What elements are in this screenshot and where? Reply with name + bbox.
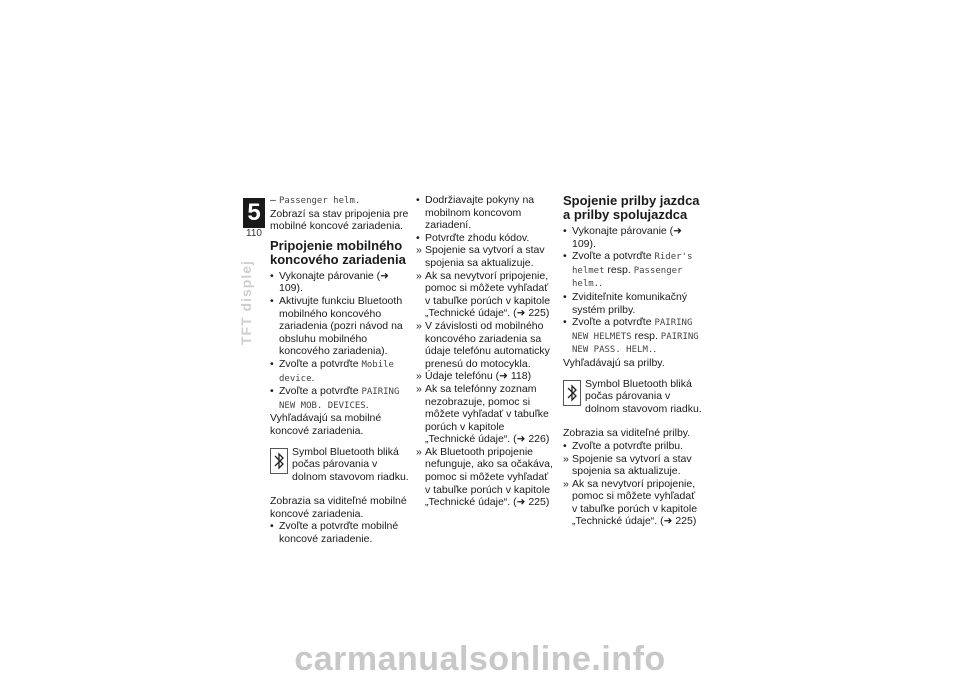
list-item: • Vykonajte párovanie (➜ 109).	[563, 225, 682, 250]
paragraph: Zobrazí sa stav pripojenia pre mobilné koncové zariadenia.	[270, 207, 409, 233]
column-2	[416, 194, 554, 509]
list-item: • Zvoľte a potvrďte PAIRING NEW HELMETS resp. PAIRING NEW PASS. HELM..	[563, 316, 699, 356]
chapter-number: 5	[243, 198, 265, 228]
list-item: • Potvrďte zhodu kódov.	[416, 231, 530, 244]
menu-code: Passenger helm.	[279, 196, 361, 206]
menu-code: Rider's helmet	[572, 252, 693, 276]
section-label: TFT displej	[238, 260, 254, 345]
watermark: carmanualsonline.info	[294, 640, 666, 678]
bluetooth-icon	[270, 448, 288, 474]
menu-code: Mobile device	[279, 359, 394, 384]
result-item: » Ak sa nevytvorí pripojenie, pomoc si môžete vyhľadať v tabuľke porúch v kapitole „Technické údaje“. (➜ 225)	[416, 269, 551, 320]
bluetooth-note: Symbol Bluetooth bliká počas párovania v dolnom stavovom riadku.	[563, 378, 703, 416]
list-item: • Zviditeľnite komunikačný systém prilby.	[563, 290, 688, 316]
menu-code: Passenger helm.	[572, 265, 683, 290]
column-3	[563, 194, 703, 528]
menu-code: PAIRING NEW HELMETS	[572, 318, 693, 342]
paragraph: Zobrazia sa viditeľné prilby.	[563, 427, 691, 440]
menu-code: PAIRING NEW PASS. HELM.	[572, 331, 699, 356]
list-item: • Zvoľte a potvrďte Rider's helmet resp. Passenger helm..	[563, 250, 693, 290]
bluetooth-note: Symbol Bluetooth bliká počas párovania v dolnom stavovom riadku.	[270, 446, 410, 484]
list-item: • Zvoľte a potvrďte Mobile device.	[270, 357, 394, 384]
section-heading: Pripojenie mobilného koncového zariadenia	[270, 237, 406, 267]
list-item: • Vykonajte párovanie (➜ 109).	[270, 269, 389, 295]
paragraph: Vyhľadávajú sa mobilné koncové zariadenia.	[270, 412, 382, 437]
paragraph: Vyhľadávajú sa prilby.	[563, 356, 665, 369]
bluetooth-icon	[563, 380, 581, 406]
page-number: 110	[246, 228, 262, 239]
list-item: • Zvoľte a potvrďte prilbu.	[563, 439, 684, 452]
result-item: » Spojenie sa vytvorí a stav spojenia sa aktualizuje.	[416, 244, 545, 269]
result-item: » V závislosti od mobilného koncového zariadenia sa údaje telefónu automaticky prenesú do motocykla.	[416, 319, 550, 370]
list-item: • Dodržiavajte pokyny na mobilnom koncovom zariadení.	[416, 194, 535, 232]
result-item: » Ak Bluetooth pripojenie nefunguje, ako sa očakáva, pomoc si môžete vyhľadať v tabuľke porúch v kapitole „Technické údaje“. (➜ 225)	[416, 445, 553, 509]
menu-code: PAIRING NEW MOB. DEVICES	[279, 387, 400, 411]
list-item: • Zvoľte a potvrďte PAIRING NEW MOB. DEVICES.	[270, 385, 400, 411]
list-item: – Passenger helm.	[270, 194, 361, 206]
column-1	[270, 194, 410, 546]
section-heading: Spojenie prilby jazdca a prilby spolujazdca	[563, 193, 700, 222]
list-item: • Zvoľte a potvrďte mobilné koncové zariadenie.	[270, 520, 399, 546]
paragraph: Zobrazia sa viditeľné mobilné koncové zariadenia.	[270, 495, 407, 520]
result-item: » Údaje telefónu (➜ 118)	[416, 370, 532, 383]
result-item: » Spojenie sa vytvorí a stav spojenia sa aktualizuje.	[563, 452, 692, 478]
list-item: • Aktivujte funkciu Bluetooth mobilného koncového zariadenia (pozri návod na obsluhu mobilného koncového zariadenia).	[270, 294, 403, 358]
result-item: » Ak sa telefónny zoznam nezobrazuje, pomoc si môžete vyhľadať v tabuľke porúch v kapitole „Technické údaje“. (➜ 226)	[416, 382, 550, 446]
result-item: » Ak sa nevytvorí pripojenie, pomoc si môžete vyhľadať v tabuľke porúch v kapitole „Technické údaje“. (➜ 225)	[563, 477, 698, 528]
